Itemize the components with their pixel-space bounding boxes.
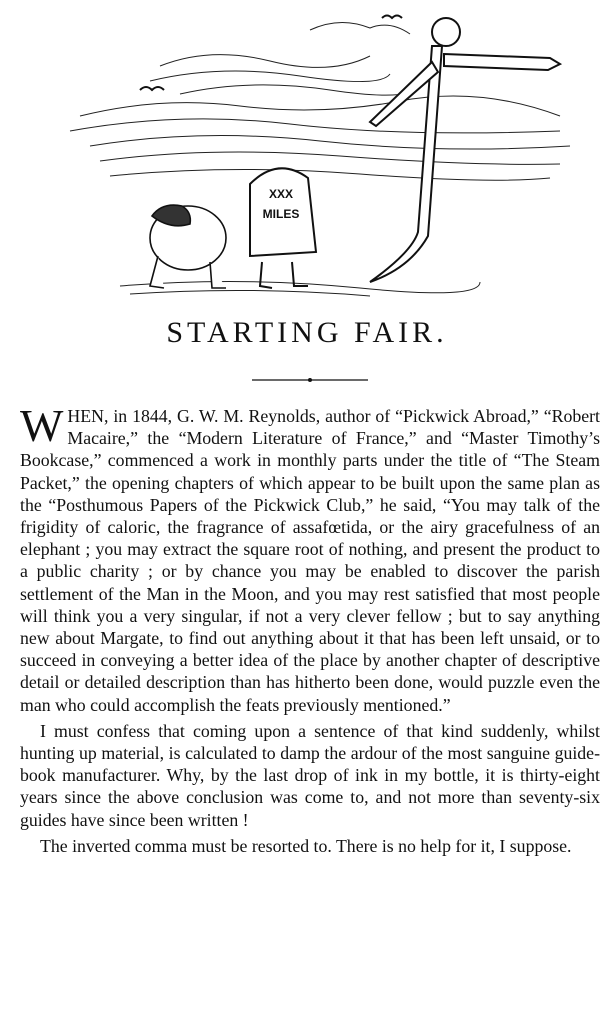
article-body [20, 400, 600, 861]
drop-cap: W [20, 400, 64, 451]
bird-icon [382, 16, 402, 19]
paragraph-text: The inverted comma must be resorted to. There is no help for it, I suppose. [40, 835, 572, 856]
milestone [250, 168, 316, 288]
bird-icon [140, 87, 164, 90]
signpost [370, 18, 560, 282]
milestone-line-2: MILES [262, 207, 300, 221]
sky-hatching [70, 22, 570, 180]
milestone-line-1: XXX [268, 187, 294, 201]
paragraph [20, 835, 600, 857]
crouching-figure [150, 205, 226, 288]
paragraph-text: in 1844, G. W. M. Reynolds, author of “Pickwick Abroad,” “Robert Macaire,” the “Modern Literature of France,” and “Master Timothy’s Bookcase,” commenced a work in monthly parts under the title of “The Steam Packet,” the opening chapters of which appear to be built upon the same plan as the “Posthumous Papers of the Pickwick Club,” he said, “You may talk of the frigidity of caloric, the fragrance of assafœtida, or the airy gracefulness of an elephant ; you may extract the square root of nothing, and present the product to a public charity ; or by chance you may be enabled to discover the parish settlement of the Man in the Moon, and you may rest satisfied that most people will think you a very singular, if not a very clever fellow ; but to say anything new about Margate, to find out anything about it that has been left unsaid, or to succeed in conveying a better idea of the place by another chapter of descriptive detail or detailed description than has hitherto been done, would puzzle even the man who could accomplish the feats previously mentioned.” [20, 406, 600, 715]
paragraph-text: I must confess that coming upon a sentence of that kind suddenly, whilst hunting up material, is calculated to damp the ardour of the most sanguine guide-book manufacturer. Why, by the last drop of ink in my bottle, it is thirty-eight years since the above conclusion was come to, and not more than seventy-six guides have since been written ! [20, 720, 600, 830]
paragraph [20, 400, 600, 716]
ground-hatching [120, 281, 480, 296]
lead-word: HEN, [67, 406, 109, 426]
title-illustration [40, 6, 580, 306]
ornamental-rule [252, 378, 368, 382]
page-title: STARTING FAIR. [166, 316, 448, 349]
paragraph [20, 720, 600, 831]
